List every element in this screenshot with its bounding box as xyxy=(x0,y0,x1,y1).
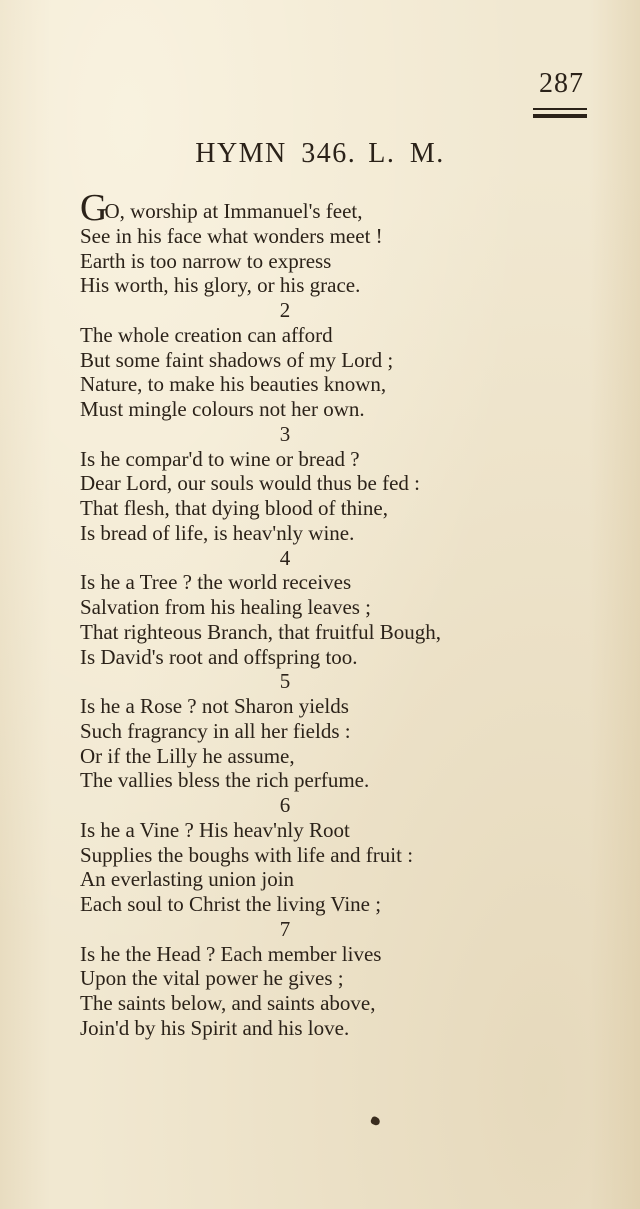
hymn-line: Salvation from his healing leaves ; xyxy=(80,595,372,619)
verse-number: 3 xyxy=(279,421,291,446)
hymn-line: The vallies bless the rich perfume. xyxy=(80,768,370,793)
hymn-line: Is he a Vine ? His heav'nly Root xyxy=(80,817,350,842)
hymn-text xyxy=(80,187,600,1041)
ink-smudge xyxy=(370,1115,382,1126)
hymn-line: Nature, to make his beauties known, xyxy=(80,372,387,397)
hymn-line: Must mingle colours not her own. xyxy=(80,397,365,421)
hymn-line: Join'd by his Spirit and his love. xyxy=(80,1015,350,1040)
hymn-line: That righteous Branch, that fruitful Bough, xyxy=(80,619,442,644)
hymn-line: Or if the Lilly he assume, xyxy=(80,743,295,768)
hymn-line: Earth is too narrow to express xyxy=(80,248,332,273)
hymn-title: HYMN 346. xyxy=(195,138,357,169)
verse-number: 7 xyxy=(279,916,291,941)
hymn-line: That flesh, that dying blood of thine, xyxy=(80,496,388,520)
hymn-line: The saints below, and saints above, xyxy=(80,991,376,1015)
hymn-line: An everlasting union join xyxy=(80,867,295,892)
hymn-line: Is he compar'd to wine or bread ? xyxy=(80,446,360,471)
hymn-line: Dear Lord, our souls would thus be fed : xyxy=(80,471,421,496)
hymn-meter: L. M. xyxy=(368,138,445,169)
hymn-line: Is he the Head ? Each member lives xyxy=(80,941,382,966)
hymn-line: His worth, his glory, or his grace. xyxy=(80,273,361,298)
hymn-line: Is he a Rose ? not Sharon yields xyxy=(80,694,349,718)
hymn-line: Upon the vital power he gives ; xyxy=(80,966,344,991)
verse-number: 2 xyxy=(279,298,291,322)
drop-cap-letter: G xyxy=(80,187,105,229)
hymn-line: The whole creation can afford xyxy=(80,322,333,347)
verse-number: 5 xyxy=(279,669,291,694)
hymn-line: Supplies the boughs with life and fruit : xyxy=(80,842,414,867)
hymn-heading xyxy=(0,138,640,170)
hymn-line: Each soul to Christ the living Vine ; xyxy=(80,892,382,916)
header-rule-thick xyxy=(533,114,587,118)
hymn-line: Is David's root and offspring too. xyxy=(80,644,358,669)
hymn-line: Such fragrancy in all her fields : xyxy=(80,718,351,743)
hymn-line: Is bread of life, is heav'nly wine. xyxy=(80,520,355,545)
page-number: 287 xyxy=(539,68,584,99)
verse-number: 4 xyxy=(279,545,291,570)
verse-number: 6 xyxy=(279,793,291,817)
hymn-line xyxy=(80,187,600,229)
hymn-line: But some faint shadows of my Lord ; xyxy=(80,347,394,372)
hymn-line: Is he a Tree ? the world receives xyxy=(80,570,352,595)
header-rule-thin xyxy=(533,108,587,110)
hymn-line: See in his face what wonders meet ! xyxy=(80,223,383,248)
hymn-line-text: O, worship at Immanuel's feet, xyxy=(104,199,363,223)
